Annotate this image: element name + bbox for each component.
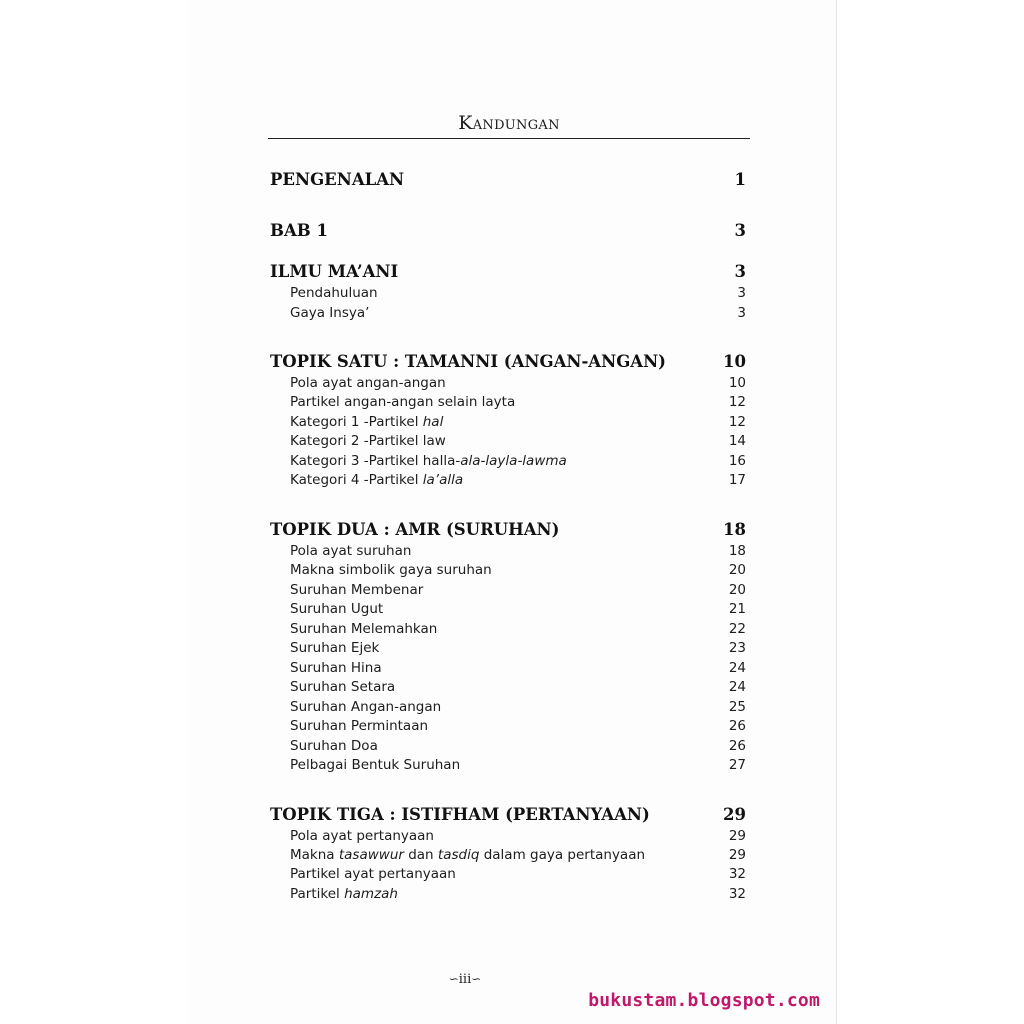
toc-item-label-text: dalam gaya pertanyaan xyxy=(479,847,646,863)
toc-item xyxy=(270,433,746,449)
toc-item-label: Suruhan Membenar xyxy=(290,582,424,598)
toc-item xyxy=(270,305,746,321)
toc-item-label: Pola ayat pertanyaan xyxy=(290,828,434,844)
toc-heading-bab1 xyxy=(270,221,746,240)
toc-item-page: 3 xyxy=(737,285,746,301)
toc-item-label-text: Kategori 1 -Partikel xyxy=(290,414,423,430)
toc-item-label-text: dan xyxy=(403,847,438,863)
toc-item-label-italic: la’alla xyxy=(422,472,464,488)
toc-item xyxy=(270,472,746,488)
toc-item-label: Suruhan Melemahkan xyxy=(290,621,438,637)
toc-item-label: Suruhan Ugut xyxy=(290,601,384,617)
watermark: bukustam.blogspot.com xyxy=(588,990,820,1011)
toc-item-page: 26 xyxy=(728,718,746,734)
toc-item-label-italic: hal xyxy=(422,414,444,430)
toc-item-page: 14 xyxy=(728,433,746,449)
toc-item-page: 16 xyxy=(728,453,746,469)
toc-heading-pengenalan xyxy=(270,170,746,189)
toc-heading-page: 3 xyxy=(734,262,746,281)
toc-item-page: 32 xyxy=(728,866,746,882)
toc-item-page: 20 xyxy=(728,562,746,578)
toc-heading-label: PENGENALAN xyxy=(270,170,405,189)
toc-item-label: Suruhan Doa xyxy=(290,738,378,754)
toc-item-label: Pola ayat angan-angan xyxy=(290,375,446,391)
toc-item-label: Gaya Insya’ xyxy=(290,305,370,321)
title-rule xyxy=(268,138,750,139)
toc-item xyxy=(270,679,746,695)
toc-item-label: Partikel ayat pertanyaan xyxy=(290,866,456,882)
toc-item-label xyxy=(290,414,443,430)
ornament-left-icon: ∽ xyxy=(448,972,459,986)
toc-item-label: Pelbagai Bentuk Suruhan xyxy=(290,757,461,773)
toc-item-page: 18 xyxy=(728,543,746,559)
toc-item-label-text: Partikel xyxy=(290,886,345,902)
toc-heading-label: BAB 1 xyxy=(270,221,328,240)
toc-item-label: Suruhan Setara xyxy=(290,679,396,695)
toc-item-page: 12 xyxy=(728,414,746,430)
toc-item xyxy=(270,453,746,469)
toc-item-label xyxy=(290,886,398,902)
toc-item-label-italic: hamzah xyxy=(344,886,398,902)
toc-heading-topik-satu xyxy=(270,352,746,371)
toc-item-label-italic: tasdiq xyxy=(437,847,480,863)
ornament-right-icon: ∽ xyxy=(471,972,482,986)
toc-item xyxy=(270,562,746,578)
toc-heading-label: TOPIK TIGA : ISTIFHAM (PERTANYAAN) xyxy=(270,805,650,824)
toc-item-label-italic: ala-layla-lawma xyxy=(460,453,567,469)
toc-item xyxy=(270,582,746,598)
toc-heading-page: 10 xyxy=(723,352,746,371)
toc-heading-label: TOPIK DUA : AMR (SURUHAN) xyxy=(270,520,560,539)
toc-heading-label: TOPIK SATU : TAMANNI (ANGAN-ANGAN) xyxy=(270,352,666,371)
toc-item-page: 21 xyxy=(728,601,746,617)
toc-item-page: 32 xyxy=(728,886,746,902)
toc-item xyxy=(270,847,746,863)
toc-heading-ilmu-maani xyxy=(270,262,746,281)
toc-item xyxy=(270,601,746,617)
toc-item xyxy=(270,621,746,637)
toc-item-page: 3 xyxy=(737,305,746,321)
toc-item-page: 23 xyxy=(728,640,746,656)
toc-item xyxy=(270,828,746,844)
toc-heading-topik-dua xyxy=(270,520,746,539)
toc-item xyxy=(270,886,746,902)
toc-item xyxy=(270,866,746,882)
toc-item-page: 27 xyxy=(728,757,746,773)
toc-item-label: Suruhan Angan-angan xyxy=(290,699,442,715)
page-footer xyxy=(420,972,510,987)
toc-item-page: 29 xyxy=(728,828,746,844)
toc-item-label-text: Kategori 3 -Partikel halla- xyxy=(290,453,461,469)
toc-heading-topik-tiga xyxy=(270,805,746,824)
toc-item-page: 26 xyxy=(728,738,746,754)
toc-item xyxy=(270,543,746,559)
toc-item-label: Pendahuluan xyxy=(290,285,378,301)
toc-item xyxy=(270,718,746,734)
toc-item-label: Partikel angan-angan selain layta xyxy=(290,394,516,410)
toc-heading-page: 18 xyxy=(723,520,746,539)
toc-heading-label: ILMU MA’ANI xyxy=(270,262,399,281)
toc-item xyxy=(270,285,746,301)
toc-item xyxy=(270,738,746,754)
toc-item-label-text: Kategori 4 -Partikel xyxy=(290,472,423,488)
toc-item-label-text: Makna xyxy=(290,847,339,863)
page-title: Kandungan xyxy=(458,112,560,134)
toc-item-label xyxy=(290,472,463,488)
toc-item-page: 20 xyxy=(728,582,746,598)
toc-item-page: 17 xyxy=(728,472,746,488)
page-number: iii xyxy=(458,972,472,987)
toc-item-label xyxy=(290,847,645,863)
toc-item xyxy=(270,640,746,656)
toc-item-page: 12 xyxy=(728,394,746,410)
toc-item-label: Makna simbolik gaya suruhan xyxy=(290,562,492,578)
toc-item xyxy=(270,394,746,410)
toc-heading-page: 3 xyxy=(734,221,746,240)
toc-item-label: Pola ayat suruhan xyxy=(290,543,412,559)
toc-item-page: 29 xyxy=(728,847,746,863)
toc-item xyxy=(270,660,746,676)
toc-item-label: Suruhan Hina xyxy=(290,660,382,676)
toc-item xyxy=(270,699,746,715)
toc-item-label xyxy=(290,453,567,469)
toc-item-page: 10 xyxy=(728,375,746,391)
toc-item xyxy=(270,375,746,391)
toc-heading-page: 1 xyxy=(734,170,746,189)
toc-item xyxy=(270,414,746,430)
toc-item-label: Suruhan Ejek xyxy=(290,640,380,656)
toc-item-page: 24 xyxy=(728,660,746,676)
toc-item xyxy=(270,757,746,773)
toc-item-page: 22 xyxy=(728,621,746,637)
toc-item-label: Suruhan Permintaan xyxy=(290,718,429,734)
toc-item-label-italic: tasawwur xyxy=(338,847,404,863)
toc-item-page: 25 xyxy=(728,699,746,715)
toc-item-page: 24 xyxy=(728,679,746,695)
toc-item-label: Kategori 2 -Partikel law xyxy=(290,433,446,449)
toc-heading-page: 29 xyxy=(723,805,746,824)
